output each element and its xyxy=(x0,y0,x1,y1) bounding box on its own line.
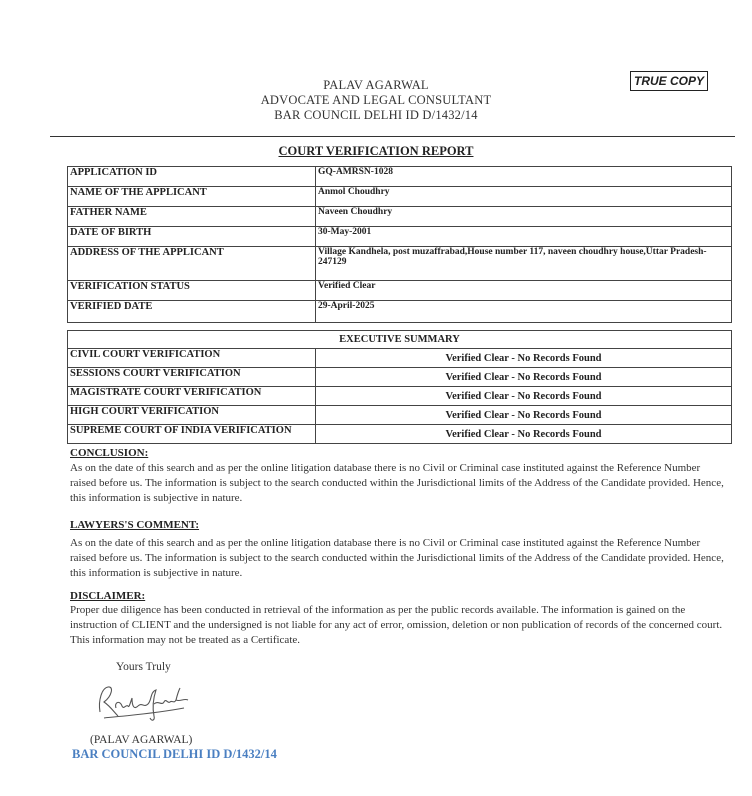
detail-label: FATHER NAME xyxy=(68,207,316,227)
conclusion-heading: CONCLUSION: xyxy=(70,447,149,459)
table-row xyxy=(68,387,732,406)
footer-bar-id: BAR COUNCIL DELHI ID D/1432/14 xyxy=(72,747,277,761)
details-table xyxy=(67,166,732,323)
detail-label: VERIFICATION STATUS xyxy=(68,281,316,301)
advocate-name: PALAV AGARWAL xyxy=(323,78,429,92)
detail-value: 29-April-2025 xyxy=(316,301,732,323)
header-bar-id: BAR COUNCIL DELHI ID D/1432/14 xyxy=(274,108,478,122)
summary-label: HIGH COURT VERIFICATION xyxy=(68,406,316,425)
summary-value: Verified Clear - No Records Found xyxy=(316,368,732,387)
disclaimer-text: Proper due diligence has been conducted in retrieval of the information as per the public records available. The information is gained on the instruction of CLIENT and the undersigned is not liable for any act of error, omission, deletion or non publication of records of the concerned court. This information may not be treated as a Certificate. xyxy=(70,604,723,646)
summary-value: Verified Clear - No Records Found xyxy=(316,406,732,425)
table-row xyxy=(68,167,732,187)
detail-value: Naveen Choudhry xyxy=(316,207,732,227)
table-row xyxy=(68,281,732,301)
detail-label: NAME OF THE APPLICANT xyxy=(68,187,316,207)
disclaimer-heading: DISCLAIMER: xyxy=(70,590,146,602)
lawyers-comment-heading: LAWYERS'S COMMENT: xyxy=(70,519,200,531)
signatory-name: (PALAV AGARWAL) xyxy=(90,734,193,746)
salutation: Yours Truly xyxy=(116,661,171,673)
signature-image xyxy=(92,682,192,724)
report-title: COURT VERIFICATION REPORT xyxy=(278,144,474,158)
table-row xyxy=(68,349,732,368)
summary-value: Verified Clear - No Records Found xyxy=(316,349,732,368)
lawyers-comment-text: As on the date of this search and as per the online litigation database there is no Civil or Criminal case instituted against the Reference Number raised before us. The information is subject to the search conducted within the Jurisdictional limits of the Address of the Candidate provided. Hence, this information is subjective in nature. xyxy=(70,537,724,579)
detail-label: DATE OF BIRTH xyxy=(68,227,316,247)
executive-summary-table xyxy=(67,330,732,444)
detail-label: ADDRESS OF THE APPLICANT xyxy=(68,247,316,281)
header-divider xyxy=(50,136,735,137)
summary-label: SESSIONS COURT VERIFICATION xyxy=(68,368,316,387)
summary-label: SUPREME COURT OF INDIA VERIFICATION xyxy=(68,425,316,444)
summary-value: Verified Clear - No Records Found xyxy=(316,425,732,444)
table-row xyxy=(68,301,732,323)
summary-value: Verified Clear - No Records Found xyxy=(316,387,732,406)
table-row xyxy=(68,406,732,425)
detail-value: 30-May-2001 xyxy=(316,227,732,247)
table-row xyxy=(68,187,732,207)
table-row xyxy=(68,207,732,227)
detail-value: Village Kandhela, post muzaffrabad,House number 117, naveen choudhry house,Uttar Pradesh-247129 xyxy=(316,247,732,281)
table-row xyxy=(68,331,732,349)
conclusion-text: As on the date of this search and as per the online litigation database there is no Civil or Criminal case instituted against the Reference Number raised before us. The information is subject to the search conducted within the Jurisdictional limits of the Address of the Candidate provided. Hence, this information is subjective in nature. xyxy=(70,462,724,504)
summary-heading: EXECUTIVE SUMMARY xyxy=(68,331,732,349)
table-row xyxy=(68,425,732,444)
detail-value: GQ-AMRSN-1028 xyxy=(316,167,732,187)
table-row xyxy=(68,368,732,387)
detail-label: VERIFIED DATE xyxy=(68,301,316,323)
summary-label: MAGISTRATE COURT VERIFICATION xyxy=(68,387,316,406)
true-copy-stamp: TRUE COPY xyxy=(630,71,708,91)
detail-value: Verified Clear xyxy=(316,281,732,301)
summary-label: CIVIL COURT VERIFICATION xyxy=(68,349,316,368)
advocate-role: ADVOCATE AND LEGAL CONSULTANT xyxy=(260,93,492,107)
detail-label: APPLICATION ID xyxy=(68,167,316,187)
detail-value: Anmol Choudhry xyxy=(316,187,732,207)
table-row xyxy=(68,247,732,281)
table-row xyxy=(68,227,732,247)
